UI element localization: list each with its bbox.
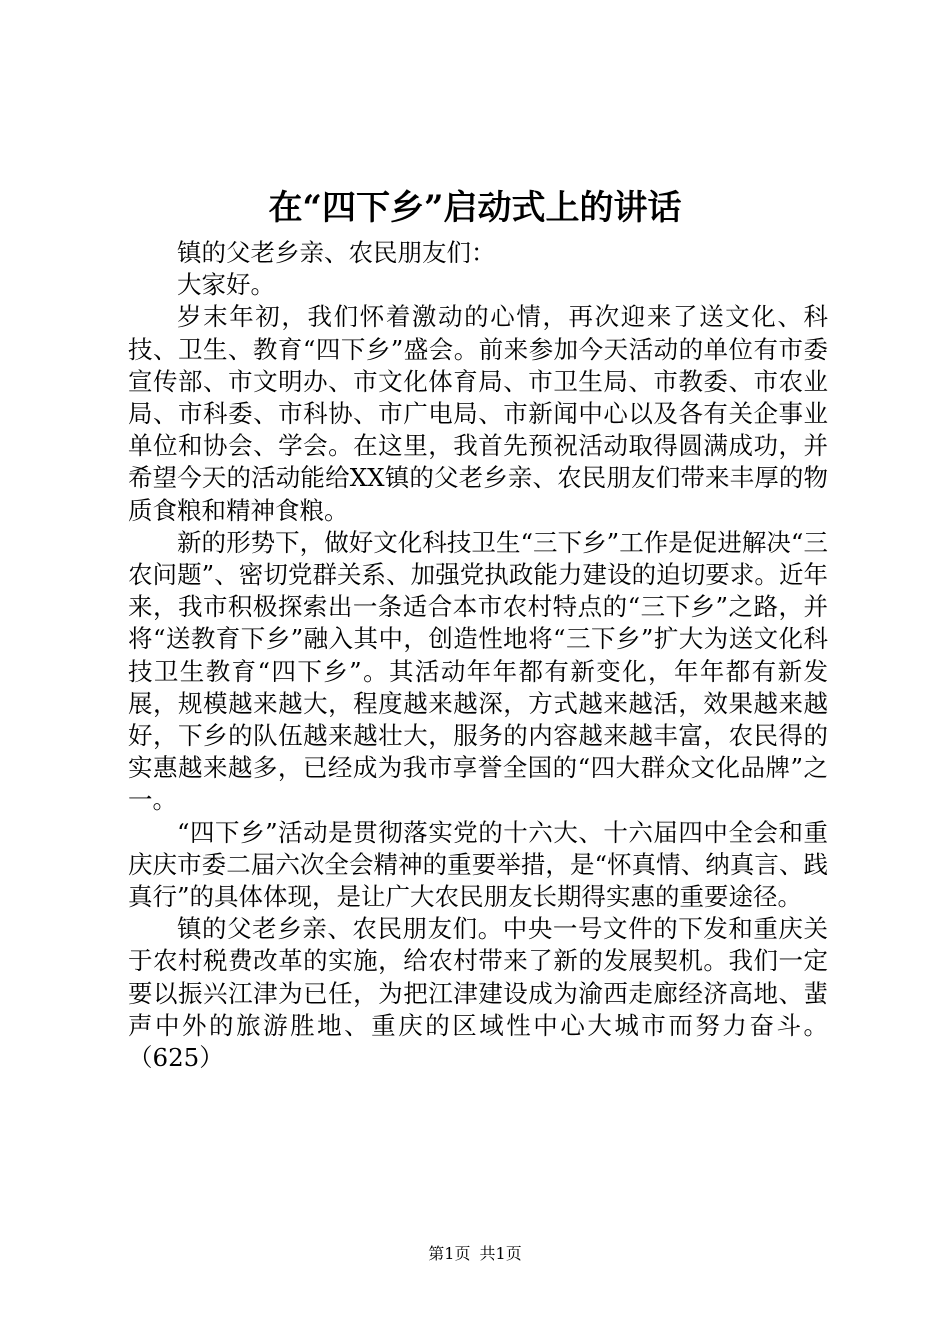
body-paragraph: “四下乡”活动是贯彻落实党的十六大、十六届四中全会和重庆庆市委二届六次全会精神的重要举措，是“怀真情、纳真言、践真行”的具体体现，是让广大农民朋友长期得实惠的重要途径。 bbox=[128, 817, 828, 912]
page-total: 共1页 bbox=[479, 1244, 522, 1263]
body-paragraph: 岁末年初，我们怀着激动的心情，再次迎来了送文化、科技、卫生、教育“四下乡”盛会。前来参加今天活动的单位有市委宣传部、市文明办、市文化体育局、市卫生局、市教委、市农业局、市科委、市科协、市广电局、市新闻中心以及各有关企事业单位和协会、学会。在这里，我首先预祝活动取得圆满成功，并希望今天的活动能给XX镇的父老乡亲、农民朋友们带来丰厚的物质食粮和精神食粮。 bbox=[128, 302, 828, 525]
page-number: 第1页 bbox=[428, 1244, 471, 1263]
document-title: 在“四下乡”启动式上的讲话 bbox=[268, 188, 682, 228]
salutation-paragraph: 镇的父老乡亲、农民朋友们： bbox=[177, 238, 496, 267]
body-paragraph: 新的形势下，做好文化科技卫生“三下乡”工作是促进解决“三农问题”、密切党群关系、加强党执政能力建设的迫切要求。近年来，我市积极探索出一条适合本市农村特点的“三下乡”之路，并将“送教育下乡”融入其中，创造性地将“三下乡”扩大为送文化科技卫生教育“四下乡”。其活动年年都有新变化，年年都有新发展，规模越来越大，程度越来越深，方式越来越活，效果越来越好，下乡的队伍越来越壮大，服务的内容越来越丰富，农民得的实惠越来越多，已经成为我市享誉全国的“四大群众文化品牌”之一。 bbox=[128, 527, 828, 815]
page-footer bbox=[0, 1243, 950, 1265]
document-body bbox=[128, 237, 828, 1074]
body-paragraph: 镇的父老乡亲、农民朋友们。中央一号文件的下发和重庆关于农村税费改革的实施，给农村带来了新的发展契机。我们一定要以振兴江津为已任，为把江津建设成为渝西走廊经济高地、蜚声中外的旅游胜地、重庆的区域性中心大城市而努力奋斗。（625） bbox=[128, 914, 828, 1073]
greeting-paragraph: 大家好。 bbox=[177, 270, 275, 300]
